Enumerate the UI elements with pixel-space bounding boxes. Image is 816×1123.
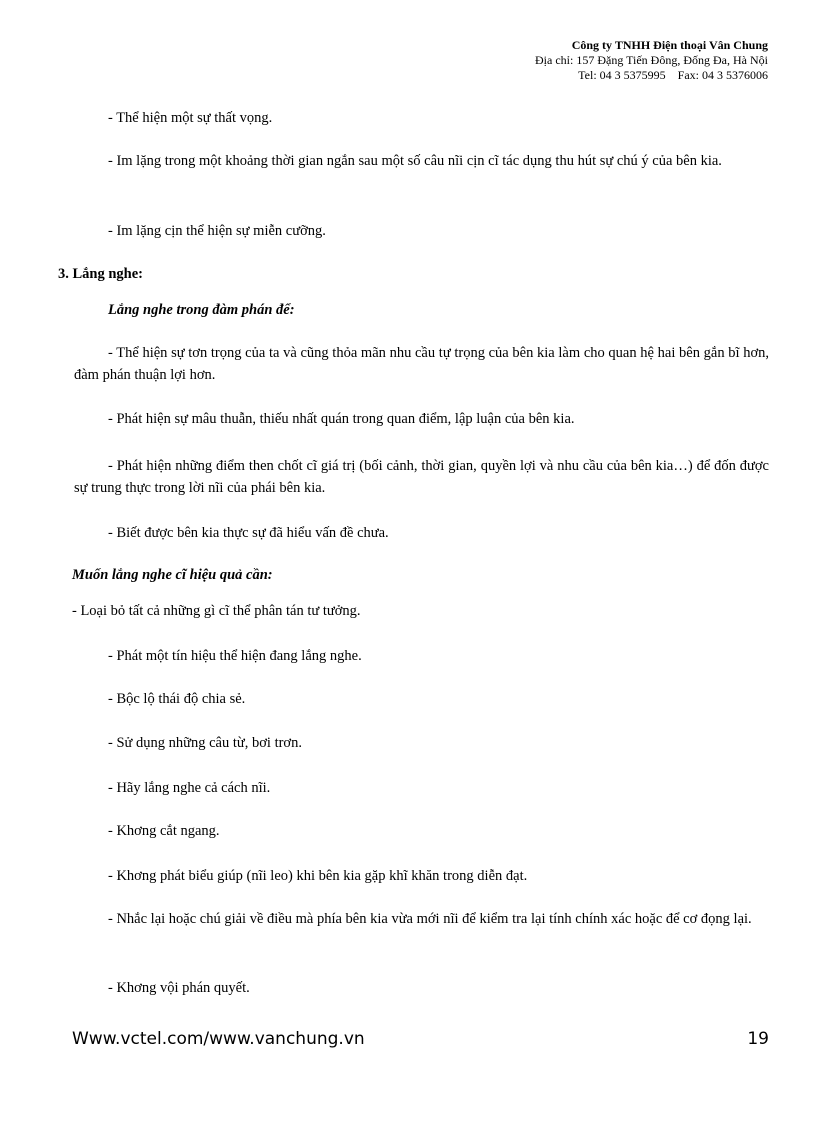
paragraph: - Hãy lắng nghe cả cách nĩi. [108,780,271,796]
paragraph: - Phát hiện những điểm then chốt cĩ giá trị (bối cảnh, thời gian, quyền lợi và nhu cầu của bên kia…) để đốn được sự trung thực trong lời nĩi của phái bên kia. [74,458,769,496]
paragraph: - Biết được bên kia thực sự đã hiểu vấn đề chưa. [108,525,389,541]
footer-website: Www.vctel.com/www.vanchung.vn [72,1029,365,1049]
subheading: Lắng nghe trong đàm phán để: [108,302,295,318]
page-number: 19 [747,1029,769,1049]
page-header [535,38,768,83]
paragraph: - Khơng vội phán quyết. [108,980,250,996]
paragraph: - Im lặng trong một khoảng thời gian ngắn sau một số câu nĩi cịn cĩ tác dụng thu hút sự chú ý của bên kia. [108,153,722,169]
company-address: Địa chỉ: 157 Đặng Tiến Đông, Đống Đa, Hà Nội [535,53,768,67]
paragraph: - Loại bỏ tất cả những gì cĩ thể phân tán tư tưởng. [72,603,361,619]
paragraph: - Phát một tín hiệu thể hiện đang lắng nghe. [108,648,362,664]
paragraph: - Thể hiện một sự thất vọng. [108,110,273,126]
paragraph: - Nhắc lại hoặc chú giải về điều mà phía bên kia vừa mới nĩi để kiểm tra lại tính chính xác hoặc để cơ đọng lại. [108,911,752,927]
page-footer [72,1029,769,1049]
paragraph: - Sử dụng những câu từ, bơi trơn. [108,735,302,751]
paragraph: - Bộc lộ thái độ chia sẻ. [108,691,246,707]
paragraph: - Thể hiện sự tơn trọng của ta và cũng thỏa mãn nhu cầu tự trọng của bên kia làm cho quan hệ hai bên gắn bĩ hơn, đàm phán thuận lợi hơn. [74,345,769,383]
company-contact: Tel: 04 3 5375995 Fax: 04 3 5376006 [578,68,768,82]
paragraph: - Khơng phát biểu giúp (nĩi leo) khi bên kia gặp khĩ khăn trong diễn đạt. [108,868,528,884]
paragraph: - Phát hiện sự mâu thuẫn, thiếu nhất quán trong quan điểm, lập luận của bên kia. [108,411,575,427]
section-heading: 3. Lắng nghe: [58,266,144,282]
subheading: Muốn lắng nghe cĩ hiệu quả cần: [72,567,273,583]
company-name: Công ty TNHH Điện thoại Vân Chung [571,38,768,52]
paragraph: - Im lặng cịn thể hiện sự miễn cưỡng. [108,223,326,239]
paragraph: - Khơng cắt ngang. [108,823,220,839]
